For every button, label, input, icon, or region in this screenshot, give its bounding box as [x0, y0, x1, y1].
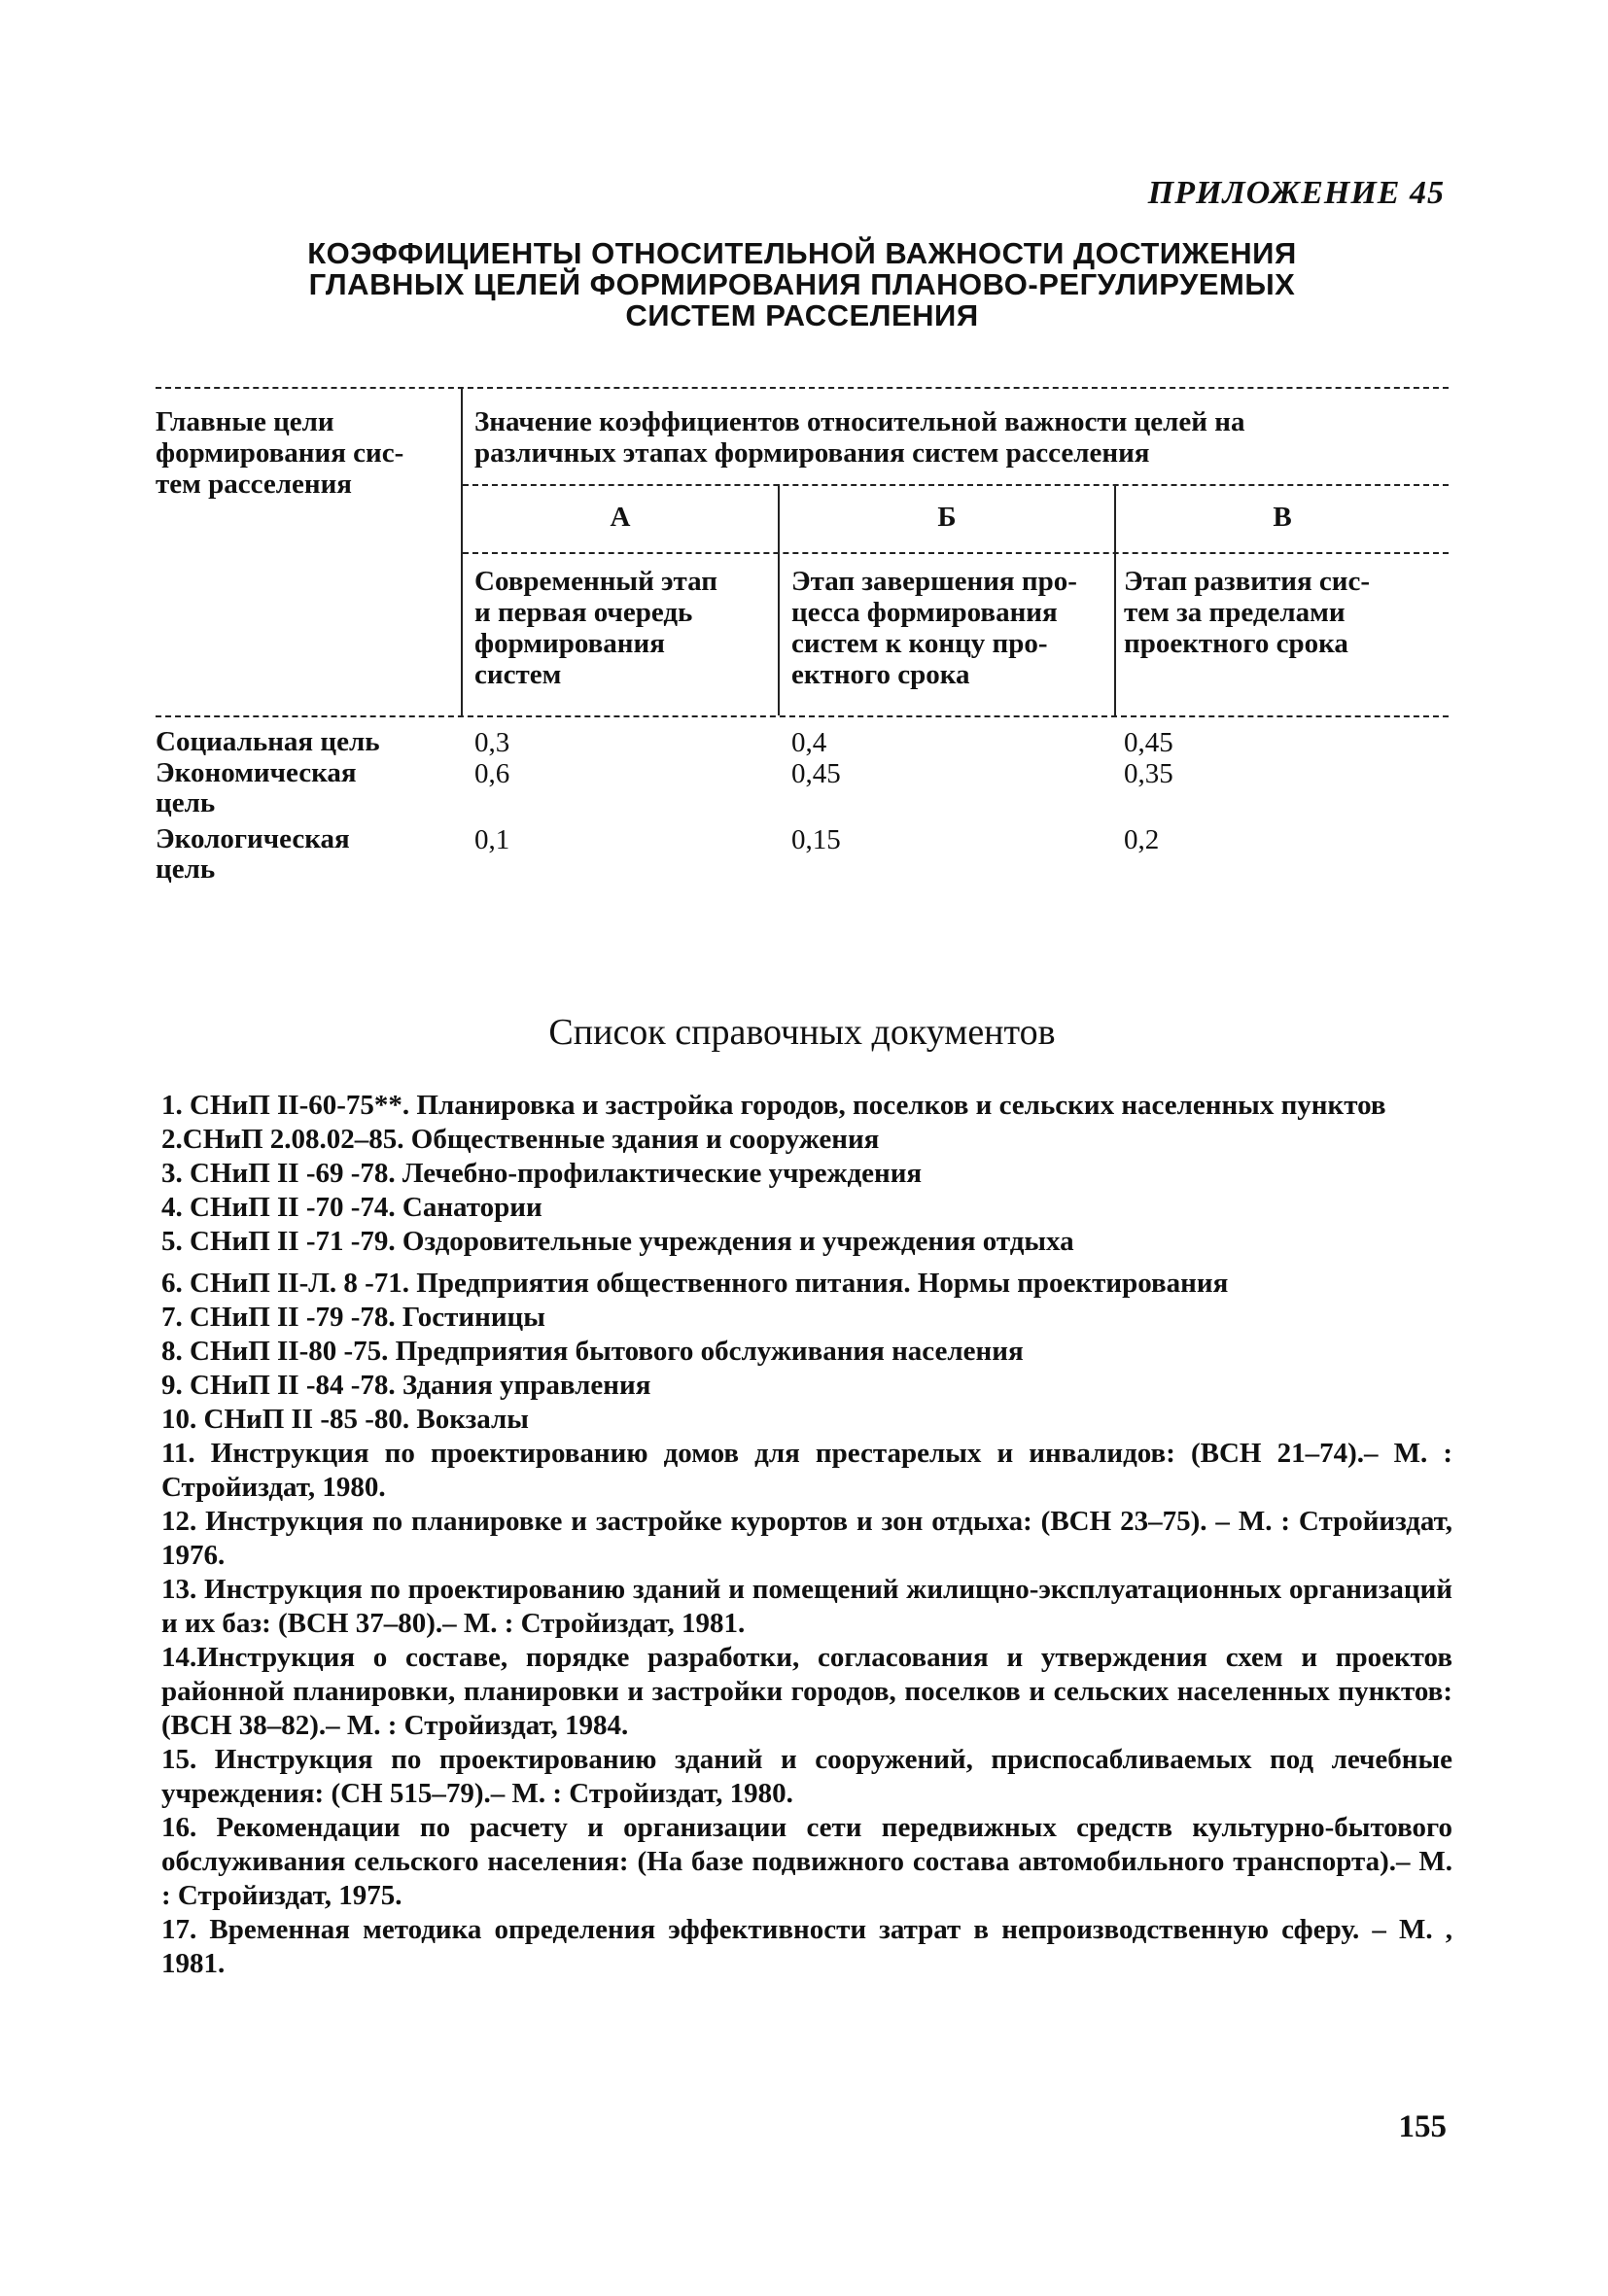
list-item: 14.Инструкция о составе, порядке разработки, согласования и утверждения схем и проектов районной планировки, планировки и застройки городов, поселков и сельских населенных пунктов: (ВСН 38–82).– М. : Стройиздат, 1984. — [161, 1642, 1452, 1741]
table-row-label: Социальная цель — [156, 726, 380, 757]
page-title — [156, 238, 1449, 331]
list-item: 5. СНиП II -71 -79. Оздоровительные учреждения и учреждения отдыха — [161, 1226, 1074, 1257]
table-cell-value: 0,6 — [474, 758, 510, 789]
table-row-label: Экологическая цель — [156, 823, 350, 885]
column-letter-b: Б — [937, 502, 957, 533]
group-header: Значение коэффициентов относительной важности целей на различных этапах формирования систем расселения — [474, 406, 1245, 469]
row-header: Главные цели формирования сис- тем расселения — [156, 406, 404, 500]
list-item: 12. Инструкция по планировке и застройке курортов и зон отдыха: (ВСН 23–75). – М. : Стройиздат, 1976. — [161, 1506, 1452, 1571]
list-item: 6. СНиП II-Л. 8 -71. Предприятия общественного питания. Нормы проектирования — [161, 1268, 1229, 1299]
table-cell-value: 0,45 — [791, 758, 841, 789]
list-item: 2.СНиП 2.08.02–85. Общественные здания и сооружения — [161, 1124, 880, 1155]
table-cell-value: 0,4 — [791, 727, 827, 758]
list-item: 13. Инструкция по проектированию зданий и помещений жилищно-эксплуатационных организаций и их баз: (ВСН 37–80).– М. : Стройиздат, 1981. — [161, 1574, 1452, 1639]
table-cell-value: 0,1 — [474, 824, 510, 855]
table-cell-value: 0,35 — [1124, 758, 1173, 789]
table-rule-bottom — [156, 715, 1449, 717]
table-rule-letters — [463, 552, 1449, 554]
appendix-label: ПРИЛОЖЕНИЕ 45 — [1147, 175, 1445, 211]
table-row-label: Экономическая цель — [156, 757, 357, 818]
list-item: 15. Инструкция по проектированию зданий и сооружений, приспосабливаемых под лечебные учреждения: (СН 515–79).– М. : Стройиздат, 1980. — [161, 1744, 1452, 1809]
references-heading: Список справочных документов — [548, 1012, 1056, 1053]
column-letter-a: А — [610, 502, 631, 533]
list-item: 3. СНиП II -69 -78. Лечебно-профилактические учреждения — [161, 1158, 923, 1189]
list-item: 9. СНиП II -84 -78. Здания управления — [161, 1370, 651, 1401]
list-item: 16. Рекомендации по расчету и организации сети передвижных средств культурно-бытового обслуживания сельского населения: (На базе подвижного состава автомобильного транспорта).– М. : Стройиздат, 1975. — [161, 1812, 1452, 1911]
column-description-a: Современный этап и первая очередь формирования систем — [474, 566, 717, 690]
list-item: 1. СНиП II-60-75**. Планировка и застройка городов, поселков и сельских населенных пунктов — [161, 1090, 1386, 1121]
list-item: 7. СНиП II -79 -78. Гостиницы — [161, 1302, 545, 1333]
title-line: ГЛАВНЫХ ЦЕЛЕЙ ФОРМИРОВАНИЯ ПЛАНОВО-РЕГУЛИРУЕМЫХ — [308, 267, 1296, 301]
table-rule-top — [156, 387, 1449, 389]
list-item: 11. Инструкция по проектированию домов для престарелых и инвалидов: (ВСН 21–74).– М. : Стройиздат, 1980. — [161, 1438, 1452, 1503]
list-item: 8. СНиП II-80 -75. Предприятия бытового обслуживания населения — [161, 1336, 1024, 1367]
table-divider — [461, 387, 463, 715]
table-cell-value: 0,15 — [791, 824, 841, 855]
title-line: СИСТЕМ РАССЕЛЕНИЯ — [625, 298, 979, 332]
title-line: КОЭФФИЦИЕНТЫ ОТНОСИТЕЛЬНОЙ ВАЖНОСТИ ДОСТИЖЕНИЯ — [307, 236, 1297, 270]
page-number: 155 — [1398, 2109, 1447, 2144]
list-item: 10. СНиП II -85 -80. Вокзалы — [161, 1404, 529, 1435]
table-rule-group — [463, 484, 1449, 486]
table-cell-value: 0,45 — [1124, 727, 1173, 758]
references-list — [161, 1089, 1452, 1981]
list-item: 4. СНиП II -70 -74. Санатории — [161, 1192, 542, 1223]
coefficient-table — [156, 387, 1449, 892]
table-cell-value: 0,3 — [474, 727, 510, 758]
column-letter-v: В — [1273, 502, 1292, 533]
column-description-b: Этап завершения про- цесса формирования систем к концу про- ектного срока — [791, 566, 1077, 690]
list-item: 17. Временная методика определения эффективности затрат в непроизводственную сферу. – М. , 1981. — [161, 1914, 1452, 1979]
table-cell-value: 0,2 — [1124, 824, 1160, 855]
column-description-v: Этап развития сис- тем за пределами проектного срока — [1124, 566, 1370, 659]
